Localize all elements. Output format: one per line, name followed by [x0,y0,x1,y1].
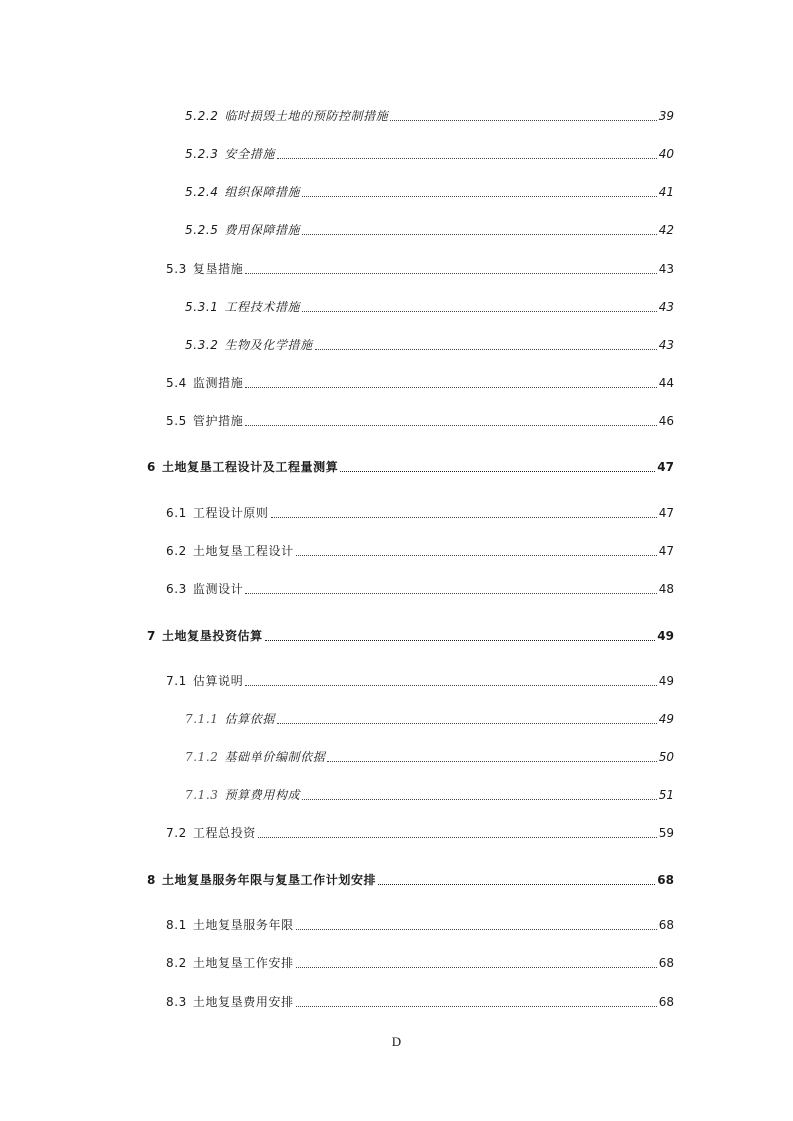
toc-entry-label [185,337,313,353]
toc-entry-number: 5.3.1 [185,300,219,314]
toc-entry-label [147,628,263,644]
toc-entry-number: 8.3 [166,995,187,1009]
toc-entry[interactable] [185,295,674,315]
toc-entry-label [166,673,243,689]
toc-entry-label [147,872,376,888]
toc-entry-number: 5.2.2 [185,109,219,123]
dot-leader [258,836,657,838]
toc-entry-number: 5.5 [166,414,187,428]
toc-entry-page: 41 [658,185,674,199]
toc-entry-page: 43 [658,300,674,314]
toc-entry-page: 43 [658,338,674,352]
toc-entry-label [166,917,294,933]
dot-leader [302,310,657,312]
dot-leader [378,883,655,885]
toc-entry[interactable] [166,371,674,391]
toc-entry[interactable] [185,104,674,124]
toc-entry-page: 59 [658,826,674,840]
toc-entry[interactable] [185,333,674,353]
toc-entry-page: 44 [658,376,674,390]
toc-entry-number: 6.2 [166,544,187,558]
toc-entry-number: 7.1 [166,674,187,688]
toc-entry-title: 管护措施 [192,414,244,428]
toc-entry-page: 47 [657,460,674,474]
toc-entry[interactable] [166,990,674,1010]
toc-entry-label [185,299,300,315]
dot-leader [271,516,657,518]
toc-chapter-entry[interactable] [147,868,674,888]
toc-entry-title: 预算费用构成 [224,788,301,802]
toc-entry-title: 基础单价编制依据 [224,750,326,764]
toc-entry-number: 8.1 [166,918,187,932]
toc-entry[interactable] [166,539,674,559]
toc-entry-number: 7.1.2 [185,750,219,764]
toc-entry-number: 7 [147,629,156,643]
toc-entry[interactable] [166,951,674,971]
dot-leader [277,157,657,159]
dot-leader [296,554,657,556]
toc-entry[interactable] [185,142,674,162]
dot-leader [245,272,656,274]
page-footer-label: D [391,1034,402,1049]
toc-entry-title: 工程技术措施 [224,300,301,314]
toc-entry-title: 土地复垦工程设计 [192,544,294,558]
toc-chapter-entry[interactable] [147,624,674,644]
dot-leader [245,684,656,686]
dot-leader [315,348,657,350]
toc-entry-label [147,459,338,475]
toc-entry-page: 50 [658,750,674,764]
dot-leader [296,928,657,930]
dot-leader [245,386,656,388]
toc-entry-number: 8 [147,873,156,887]
toc-entry-title: 监测设计 [192,582,244,596]
toc-entry-page: 68 [658,918,674,932]
toc-entry-label [185,749,325,765]
toc-entry-page: 46 [658,414,674,428]
toc-entry-number: 6.1 [166,506,187,520]
toc-entry-title: 监测措施 [192,376,244,390]
toc-entry-page: 48 [658,582,674,596]
toc-entry-number: 5.3.2 [185,338,219,352]
toc-entry[interactable] [185,180,674,200]
toc-entry-page: 47 [658,544,674,558]
toc-entry[interactable] [166,409,674,429]
dot-leader [390,119,656,121]
dot-leader [302,195,657,197]
toc-entry-label [185,711,275,727]
toc-entry-page: 43 [658,262,674,276]
toc-entry-label [166,505,269,521]
toc-entry-title: 临时损毁土地的预防控制措施 [224,109,389,123]
toc-entry[interactable] [185,707,674,727]
dot-leader [265,639,656,641]
toc-entry[interactable] [185,783,674,803]
toc-entry-page: 68 [658,995,674,1009]
toc-entry-page: 51 [658,788,674,802]
toc-entry-label [166,825,256,841]
dot-leader [327,760,656,762]
dot-leader [245,424,656,426]
toc-entry-page: 49 [657,629,674,643]
toc-entry-page: 39 [658,109,674,123]
toc-entry-page: 40 [658,147,674,161]
dot-leader [296,966,657,968]
toc-entry-title: 估算说明 [192,674,244,688]
toc-entry[interactable] [166,501,674,521]
toc-entry-label [185,146,275,162]
toc-entry-number: 6.3 [166,582,187,596]
toc-entry-number: 7.2 [166,826,187,840]
toc-entry-title: 土地复垦工程设计及工程量测算 [161,460,339,474]
toc-entry-number: 7.1.1 [185,712,219,726]
toc-entry-label [185,108,388,124]
toc-entry[interactable] [166,669,674,689]
toc-entry[interactable] [166,821,674,841]
toc-entry-title: 复垦措施 [192,262,244,276]
toc-entry-label [166,261,243,277]
toc-entry-title: 土地复垦费用安排 [192,995,294,1009]
toc-entry-page: 47 [658,506,674,520]
toc-entry-title: 土地复垦服务年限 [192,918,294,932]
toc-entry-title: 生物及化学措施 [224,338,313,352]
toc-entry-page: 42 [658,223,674,237]
toc-entry-number: 5.2.3 [185,147,219,161]
toc-entry[interactable] [166,913,674,933]
toc-entry-page: 68 [658,956,674,970]
dot-leader [302,798,657,800]
dot-leader [245,592,656,594]
toc-entry-label [166,994,294,1010]
toc-entry-label [166,413,243,429]
toc-entry-page: 68 [657,873,674,887]
toc-entry-label [185,222,300,238]
toc-entry-title: 安全措施 [224,147,275,161]
toc-entry-title: 土地复垦工作安排 [192,956,294,970]
toc-entry-label [185,184,300,200]
toc-entry-label [166,581,243,597]
toc-entry[interactable] [185,218,674,238]
toc-entry-label [166,955,294,971]
dot-leader [277,722,657,724]
toc-chapter-entry[interactable] [147,455,674,475]
toc-entry-number: 7.1.3 [185,788,219,802]
toc-entry-label [166,543,294,559]
toc-entry-label [185,787,300,803]
toc-entry[interactable] [166,577,674,597]
toc-entry-title: 估算依据 [224,712,275,726]
toc-entry[interactable] [185,745,674,765]
toc-entry-title: 费用保障措施 [224,223,301,237]
toc-entry-title: 工程设计原则 [192,506,269,520]
toc-entry-title: 土地复垦服务年限与复垦工作计划安排 [161,873,377,887]
dot-leader [340,470,655,472]
toc-entry-page: 49 [658,674,674,688]
toc-entry-label [166,375,243,391]
toc-entry-page: 49 [658,712,674,726]
toc-entry-title: 工程总投资 [192,826,256,840]
dot-leader [296,1005,657,1007]
toc-entry-number: 6 [147,460,156,474]
toc-entry[interactable] [166,257,674,277]
toc-entry-number: 8.2 [166,956,187,970]
toc-entry-title: 土地复垦投资估算 [161,629,263,643]
toc-entry-number: 5.2.5 [185,223,219,237]
toc-entry-number: 5.4 [166,376,187,390]
dot-leader [302,233,657,235]
toc-entry-number: 5.3 [166,262,187,276]
toc-entry-number: 5.2.4 [185,185,219,199]
toc-entry-title: 组织保障措施 [224,185,301,199]
